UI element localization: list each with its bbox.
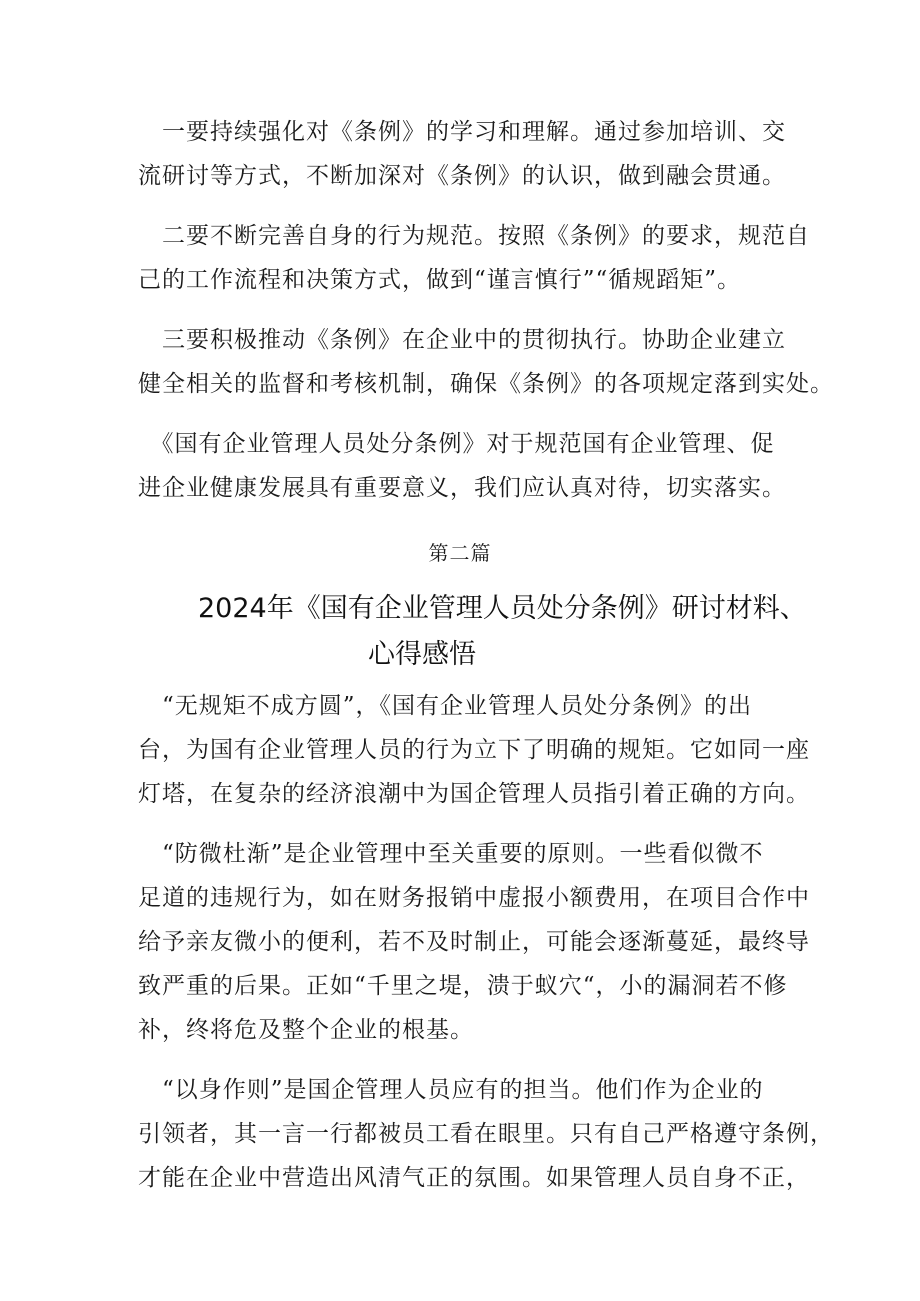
paragraph-line: 台，为国有企业管理人员的行为立下了明确的规矩。它如同一座 <box>138 737 810 763</box>
paragraph-line: 补，终将危及整个企业的根基。 <box>138 1017 474 1043</box>
paragraph-5 <box>138 684 810 816</box>
paragraph-line: 给予亲友微小的便利，若不及时制止，可能会逐渐蔓延，最终导 <box>138 929 810 955</box>
paragraph-7 <box>138 1068 834 1200</box>
paragraph-line: 足道的违规行为，如在财务报销中虚报小额费用，在项目合作中 <box>138 885 810 911</box>
title-line-1: 2024年《国有企业管理人员处分条例》研讨材料、 <box>198 593 807 624</box>
paragraph-line: 灯塔，在复杂的经济浪潮中为国企管理人员指引着正确的方向。 <box>138 781 810 807</box>
paragraph-line: “无规矩不成方圆”，《国有企业管理人员处分条例》的出 <box>138 693 753 719</box>
paragraph-line: 三要积极推动《条例》在企业中的贯彻执行。协助企业建立 <box>138 327 786 353</box>
paragraph-line: 才能在企业中营造出风清气正的氛围。如果管理人员自身不正， <box>138 1165 810 1191</box>
paragraph-line: “以身作则”是国企管理人员应有的担当。他们作为企业的 <box>138 1077 764 1103</box>
paragraph-line: 《国有企业管理人员处分条例》对于规范国有企业管理、促 <box>138 431 775 457</box>
paragraph-4 <box>138 422 788 510</box>
paragraph-line: 流研讨等方式，不断加深对《条例》的认识，做到融会贯通。 <box>138 163 786 189</box>
paragraph-line: 进企业健康发展具有重要意义，我们应认真对待，切实落实。 <box>138 475 786 501</box>
section-label: 第二篇 <box>428 541 492 565</box>
title-line-2: 心得感悟 <box>368 639 476 670</box>
paragraph-line: 己的工作流程和决策方式，做到“谨言慎行”“循规蹈矩”。 <box>138 267 742 293</box>
paragraph-line: 一要持续强化对《条例》的学习和理解。通过参加培训、交 <box>138 119 786 145</box>
document-title <box>150 586 807 678</box>
paragraph-6 <box>138 832 810 1052</box>
paragraph-line: 引领者，其一言一行都被员工看在眼里。只有自己严格遵守条例， <box>138 1121 834 1147</box>
paragraph-line: 致严重的后果。正如“千里之堤，溃于蚁穴“，小的漏洞若不修 <box>138 973 788 999</box>
paragraph-line: “防微杜渐”是企业管理中至关重要的原则。一些看似微不 <box>138 841 764 867</box>
paragraph-line: 二要不断完善自身的行为规范。按照《条例》的要求，规范自 <box>138 223 810 249</box>
paragraph-1 <box>138 110 788 198</box>
paragraph-3 <box>138 318 834 406</box>
paragraph-line: 健全相关的监督和考核机制，确保《条例》的各项规定落到实处。 <box>138 371 834 397</box>
paragraph-2 <box>138 214 810 302</box>
